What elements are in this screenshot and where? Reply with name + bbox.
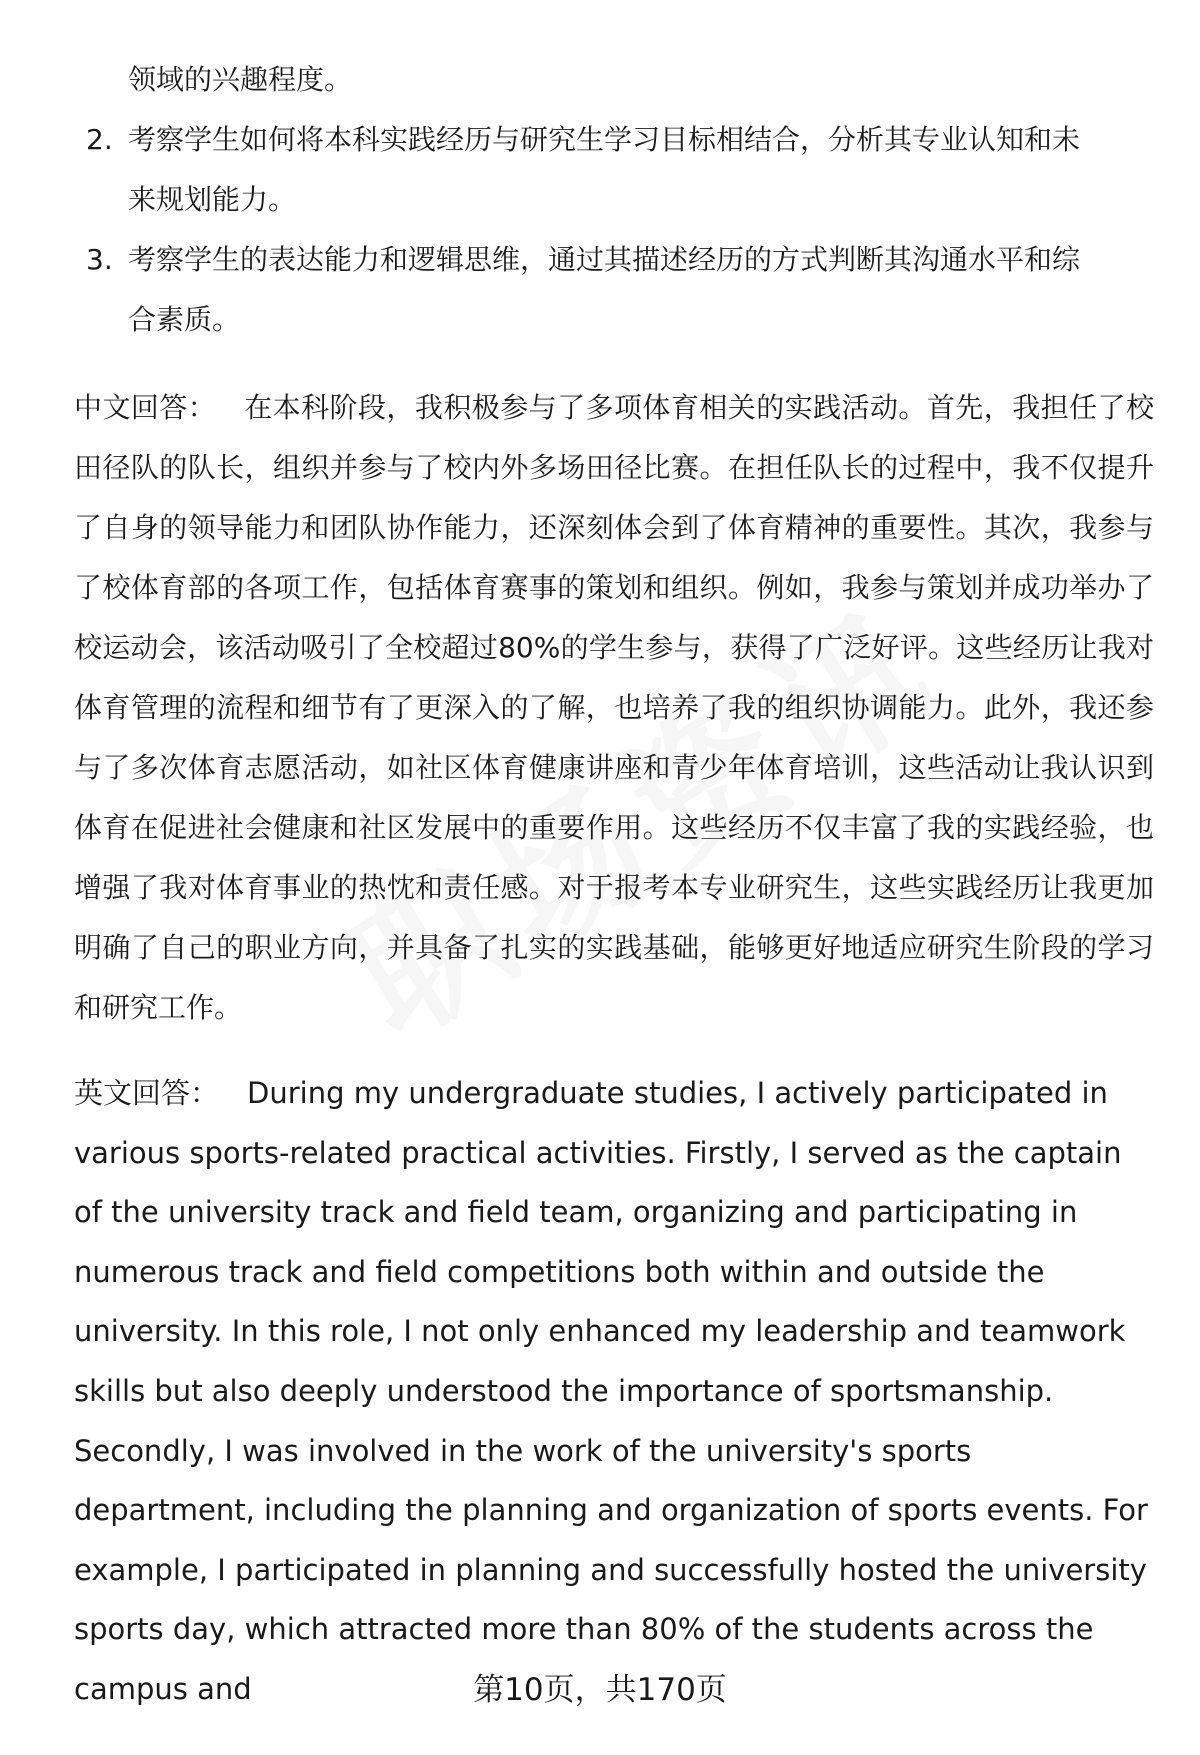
list-item-text: 考察学生的表达能力和逻辑思维，通过其描述经历的方式判断其沟通水平和综 (128, 243, 1081, 276)
list-item-3-continuation (74, 290, 1154, 350)
list-item-3 (74, 230, 1154, 290)
question-intent-list (74, 50, 1154, 350)
list-item-continuation (74, 50, 1154, 110)
chinese-answer-label: 中文回答： (74, 391, 217, 424)
english-answer-label: 英文回答： (74, 1076, 220, 1110)
page-number-footer: 第10页，共170页 (473, 1672, 727, 1708)
chinese-answer-text: 在本科阶段，我积极参与了多项体育相关的实践活动。首先，我担任了校田径队的队长，组织并参与了校内外多场田径比赛。在担任队长的过程中，我不仅提升了自身的领导能力和团队协作能力，还深刻体会到了体育精神的重要性。其次，我参与了校体育部的各项工作，包括体育赛事的策划和组织。例如，我参与策划并成功举办了校运动会，该活动吸引了全校超过80%的学生参与，获得了广泛好评。这些经历让我对体育管理的流程和细节有了更深入的了解，也培养了我的组织协调能力。此外，我还参与了多次体育志愿活动，如社区体育健康讲座和青少年体育培训，这些活动让我认识到体育在促进社会健康和社区发展中的重要作用。这些经历不仅丰富了我的实践经验，也增强了我对体育事业的热忱和责任感。对于报考本专业研究生，这些实践经历让我更加明确了自己的职业方向，并具备了扎实的实践基础，能够更好地适应研究生阶段的学习和研究工作。 (74, 391, 1154, 1024)
list-item-text: 领域的兴趣程度。 (128, 63, 353, 96)
list-item-text: 考察学生如何将本科实践经历与研究生学习目标相结合，分析其专业认知和未 (128, 123, 1081, 156)
list-item-number: 3. (86, 243, 113, 276)
list-item-text: 来规划能力。 (128, 183, 297, 216)
list-item-text: 合素质。 (128, 303, 241, 336)
list-item-number: 2. (86, 123, 113, 156)
english-answer-text: During my undergraduate studies, I actively participated in various sports-related practical activities. Firstly, I served as the captain of the university track and field team, organizing and participating in numerous track and field competitions both within and outside the university. In this role, I not only enhanced my leadership and teamwork skills but also deeply understood the importance of sportsmanship. Secondly, I was involved in the work of the university's sports department, including the planning and organization of sports events. For example, I participated in planning and successfully hosted the university sports day, which attracted more than 80% of the students across the campus and (74, 1076, 1148, 1706)
chinese-answer-paragraph (74, 378, 1154, 1038)
list-item-2-continuation (74, 170, 1154, 230)
list-item-2 (74, 110, 1154, 170)
english-answer-paragraph (74, 1064, 1154, 1720)
